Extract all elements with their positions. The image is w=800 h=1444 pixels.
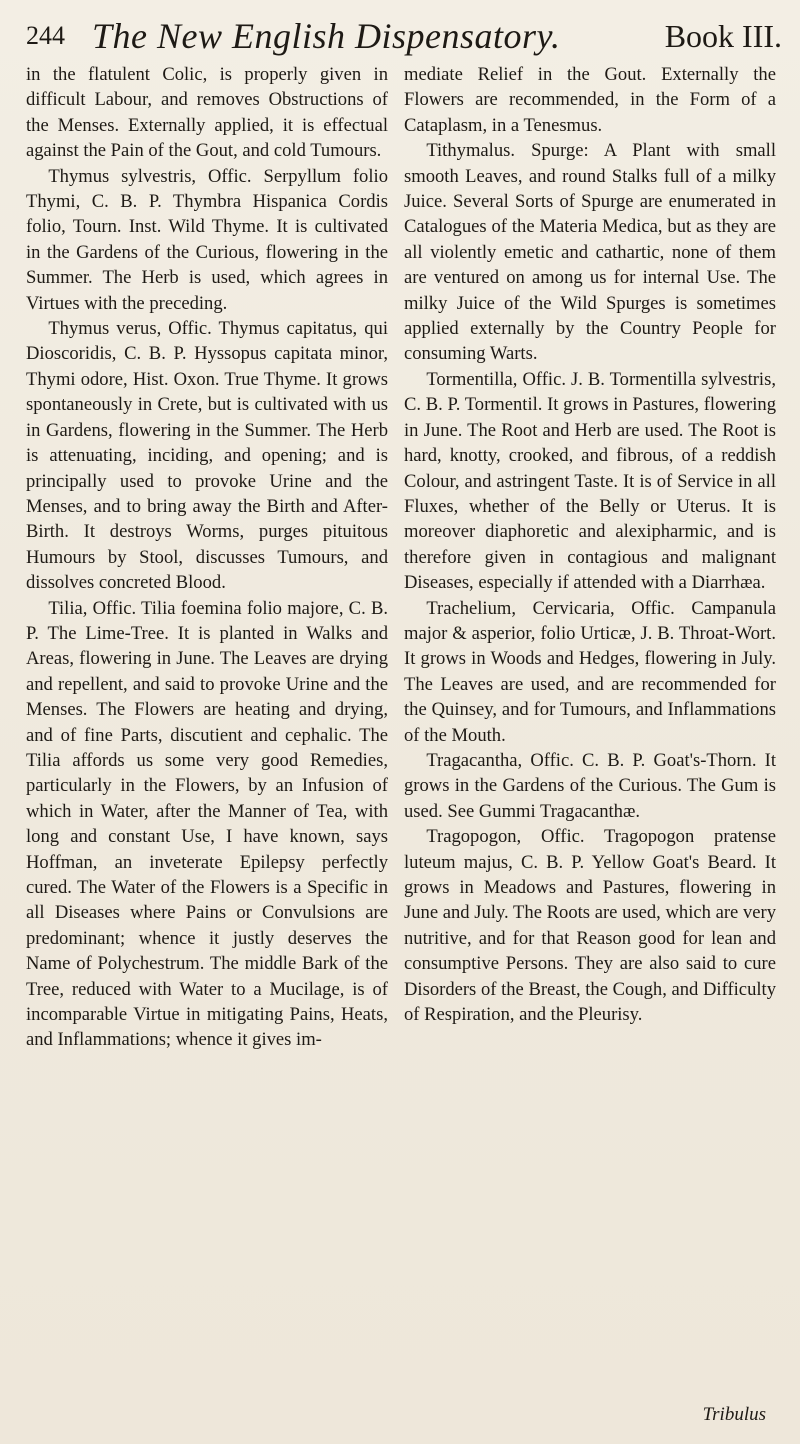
right-column (404, 62, 776, 1027)
running-title: The New English Dispensatory. (92, 16, 561, 56)
book-number: Book III. (664, 18, 782, 54)
entry-lime-tree: Tilia, Offic. Tilia foemina folio majore, C. B. P. The Lime-Tree. It is planted in Walks and Areas, flowering in June. The Leaves are drying and repellent, and said to provoke Urine and the Menses. The Flowers are heating and drying, and of fine Parts, discutient and cephalic. The Tilia affords us some very good Remedies, particularly in the Flowers, by an Infusion of which in Water, after the Manner of Tea, with long and constant Use, I have known, says Hoffman, an inveterate Epilepsy perfectly cured. The Water of the Flowers is a Specific in all Diseases where Pains or Convulsions are predominant; whence it justly deserves the Name of Polychestrum. The middle Bark of the Tree, reduced with Water to a Mucilage, is of incomparable Virtue in mitigating Pains, Heats, and Inflammations; whence it gives im- (26, 597, 388, 1051)
page-header (26, 14, 782, 58)
entry-true-thyme: Thymus verus, Offic. Thymus capitatus, qui Dioscoridis, C. B. P. Hyssopus capitata minor, Thymi odore, Hist. Oxon. True Thyme. It grows spontaneously in Crete, but is cultivated with us in Gardens, flowering in the Summer. The Herb is attenuating, inciding, and opening; and is principally used to provoke Urine and the Menses, and to bring away the Birth and After-Birth. It destroys Worms, purges pituitous Humours by Stool, discusses Tumours, and dissolves concreted Blood. (26, 318, 388, 594)
entry-goats-beard: Tragopogon, Offic. Tragopogon pratense luteum majus, C. B. P. Yellow Goat's Beard. It grows in Meadows and Pastures, flowering in June and July. The Roots are used, which are very nutritive, and for that Reason good for lean and consumptive Persons. They are also said to cure Disorders of the Breast, the Cough, and Difficulty of Respiration, and the Pleurisy. (404, 826, 776, 1026)
paragraph-gout-relief: mediate Relief in the Gout. Externally the Flowers are recommended, in the Form of a Cataplasm, in a Tenesmus. (404, 64, 776, 136)
catchword: Tribulus (702, 1404, 766, 1425)
page-number: 244 (26, 21, 65, 50)
entry-goats-thorn: Tragacantha, Offic. C. B. P. Goat's-Thorn. It grows in the Gardens of the Curious. The Gum is used. See Gummi Tragacanthæ. (404, 749, 776, 822)
entry-spurge: Tithymalus. Spurge: A Plant with small smooth Leaves, and round Stalks full of a milky Juice. Several Sorts of Spurge are enumerated in Catalogues of the Materia Medica, but as they are all violently emetic and cathartic, none of them are ventured on among us for internal Use. The milky Juice of the Wild Spurges is sometimes applied externally by the Country People for consuming Warts. (404, 140, 776, 365)
paragraph-colic: in the flatulent Colic, is properly given in difficult Labour, and removes Obstructions of the Menses. Externally applied, it is effectual against the Pain of the Gout, and cold Tumours. (26, 64, 388, 162)
entry-tormentil: Tormentilla, Offic. J. B. Tormentilla sylvestris, C. B. P. Tormentil. It grows in Pastures, flowering in June. The Root and Herb are used. The Root is hard, knotty, crooked, and fibrous, of a reddish Colour, and astringent Taste. It is of Service in all Fluxes, whether of the Belly or Uterus. It is moreover diaphoretic and alexipharmic, and is therefore given in contagious and malignant Diseases, especially if attended with a Diarrhæa. (404, 368, 776, 594)
entry-wild-thyme: Thymus sylvestris, Offic. Serpyllum folio Thymi, C. B. P. Thymbra Hispanica Cordis folio, Tourn. Inst. Wild Thyme. It is cultivated in the Gardens of the Curious, flowering in the Summer. The Herb is used, which agrees in Virtues with the preceding. (26, 165, 388, 314)
left-column (26, 62, 388, 1053)
entry-throat-wort: Trachelium, Cervicaria, Offic. Campanula major & asperior, folio Urticæ, J. B. Throat-Wort. It grows in Woods and Hedges, flowering in July. The Leaves are used, and are recommended for the Quinsey, and for Tumours, and Inflammations of the Mouth. (404, 597, 776, 746)
